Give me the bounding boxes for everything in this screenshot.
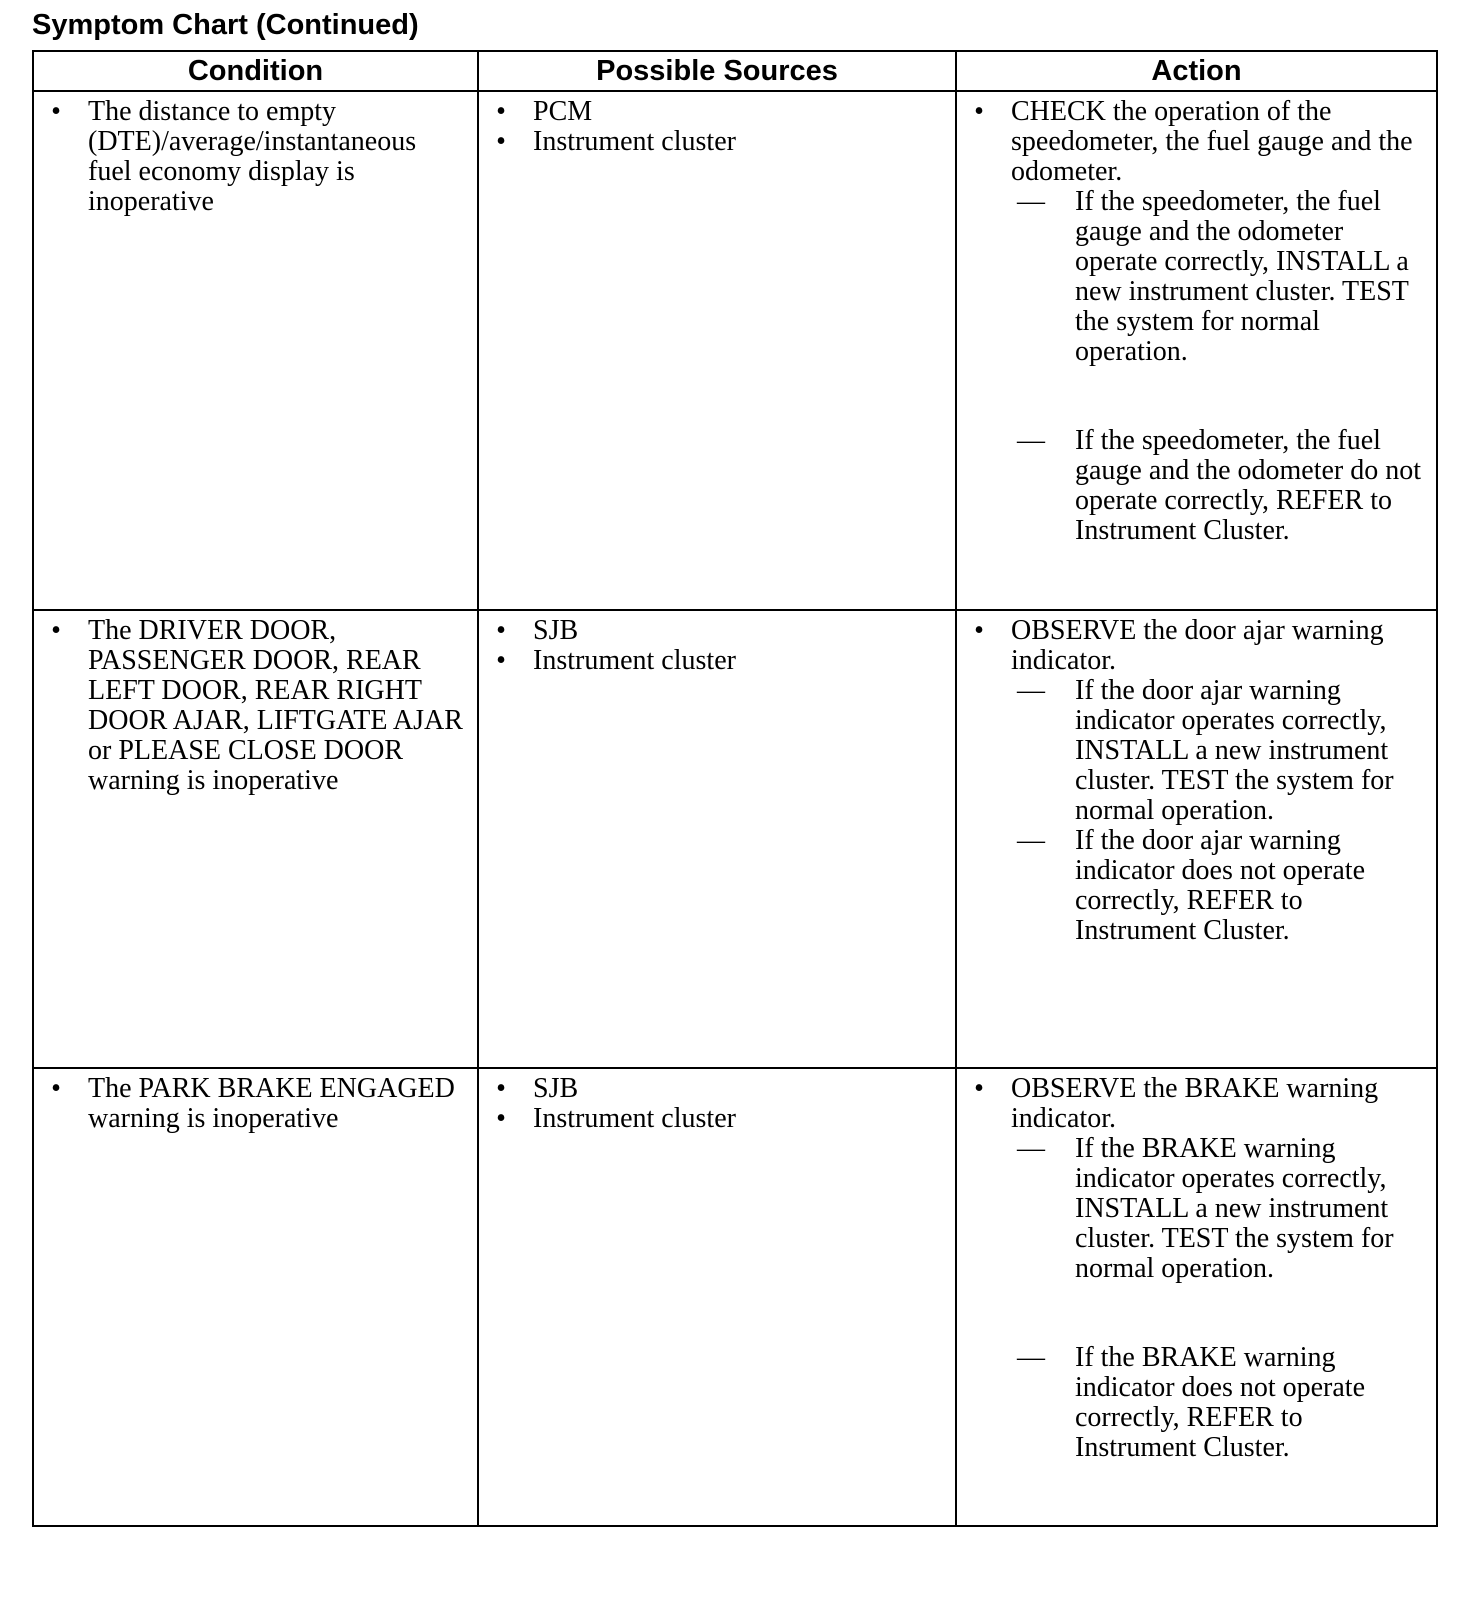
action-item (957, 616, 1436, 676)
dash-icon: — (1017, 675, 1045, 706)
source-text: Instrument cluster (533, 1103, 736, 1134)
action-sub-text: If the door ajar warning indicator operates correctly, INSTALL a new instrument cluster. TEST the system for normal operation. (1075, 675, 1394, 826)
source-item (479, 1074, 955, 1104)
action-item (957, 97, 1436, 187)
action-main-text: CHECK the operation of the speedometer, the fuel gauge and the odometer. (1011, 96, 1413, 187)
dash-icon: — (1017, 186, 1045, 217)
table-row (33, 91, 1437, 610)
action-sub-item (957, 426, 1436, 546)
condition-text: The distance to empty (DTE)/average/instantaneous fuel economy display is inoperative (88, 96, 417, 217)
action-sub-text: If the speedometer, the fuel gauge and the odometer operate correctly, INSTALL a new instrument cluster. TEST the system for normal operation. (1075, 186, 1409, 367)
header-action: Action (956, 51, 1437, 91)
action-sub-item (957, 1343, 1436, 1463)
action-main-text: OBSERVE the door ajar warning indicator. (1011, 615, 1384, 676)
header-possible-sources: Possible Sources (478, 51, 956, 91)
source-item (479, 97, 955, 127)
source-text: PCM (533, 96, 593, 127)
bullet-icon: • (51, 615, 61, 646)
sources-cell (478, 1068, 956, 1526)
bullet-icon: • (496, 615, 506, 646)
bullet-icon: • (496, 1073, 506, 1104)
condition-item (34, 97, 477, 217)
page-title: Symptom Chart (Continued) (32, 9, 419, 41)
condition-cell (33, 610, 478, 1068)
condition-cell (33, 1068, 478, 1526)
source-text: SJB (533, 615, 579, 646)
dash-icon: — (1017, 1342, 1045, 1373)
action-sub-item (957, 826, 1436, 946)
condition-cell (33, 91, 478, 610)
bullet-icon: • (51, 96, 61, 127)
bullet-icon: • (496, 96, 506, 127)
action-sub-item (957, 1134, 1436, 1284)
action-sub-text: If the door ajar warning indicator does not operate correctly, REFER to Instrument Cluster. (1075, 825, 1366, 946)
dash-icon: — (1017, 1133, 1045, 1164)
dash-icon: — (1017, 825, 1045, 856)
action-sub-text: If the speedometer, the fuel gauge and the odometer do not operate correctly, REFER to Instrument Cluster. (1075, 425, 1422, 546)
source-text: SJB (533, 1073, 579, 1104)
symptom-chart-table (32, 50, 1438, 1527)
bullet-icon: • (496, 645, 506, 676)
table-row (33, 1068, 1437, 1526)
source-item (479, 646, 955, 676)
action-item (957, 1074, 1436, 1134)
action-main-text: OBSERVE the BRAKE warning indicator. (1011, 1073, 1379, 1134)
source-item (479, 616, 955, 646)
bullet-icon: • (974, 1073, 984, 1104)
action-cell (956, 610, 1437, 1068)
bullet-icon: • (496, 126, 506, 157)
action-sub-text: If the BRAKE warning indicator does not operate correctly, REFER to Instrument Cluster. (1075, 1342, 1366, 1463)
bullet-icon: • (974, 96, 984, 127)
sources-cell (478, 91, 956, 610)
dash-icon: — (1017, 425, 1045, 456)
action-sub-item (957, 187, 1436, 367)
condition-item (34, 616, 477, 796)
source-item (479, 1104, 955, 1134)
source-text: Instrument cluster (533, 645, 736, 676)
bullet-icon: • (496, 1103, 506, 1134)
action-sub-item (957, 676, 1436, 826)
condition-text: The DRIVER DOOR, PASSENGER DOOR, REAR LEFT DOOR, REAR RIGHT DOOR AJAR, LIFTGATE AJAR or PLEASE CLOSE DOOR warning is inoperative (88, 615, 463, 796)
bullet-icon: • (974, 615, 984, 646)
condition-item (34, 1074, 477, 1134)
header-condition: Condition (33, 51, 478, 91)
bullet-icon: • (51, 1073, 61, 1104)
header-row (33, 51, 1437, 91)
source-item (479, 127, 955, 157)
action-sub-text: If the BRAKE warning indicator operates correctly, INSTALL a new instrument cluster. TEST the system for normal operation. (1075, 1133, 1394, 1284)
action-cell (956, 1068, 1437, 1526)
condition-text: The PARK BRAKE ENGAGED warning is inoperative (88, 1073, 455, 1134)
source-text: Instrument cluster (533, 126, 736, 157)
table-row (33, 610, 1437, 1068)
action-cell (956, 91, 1437, 610)
sources-cell (478, 610, 956, 1068)
